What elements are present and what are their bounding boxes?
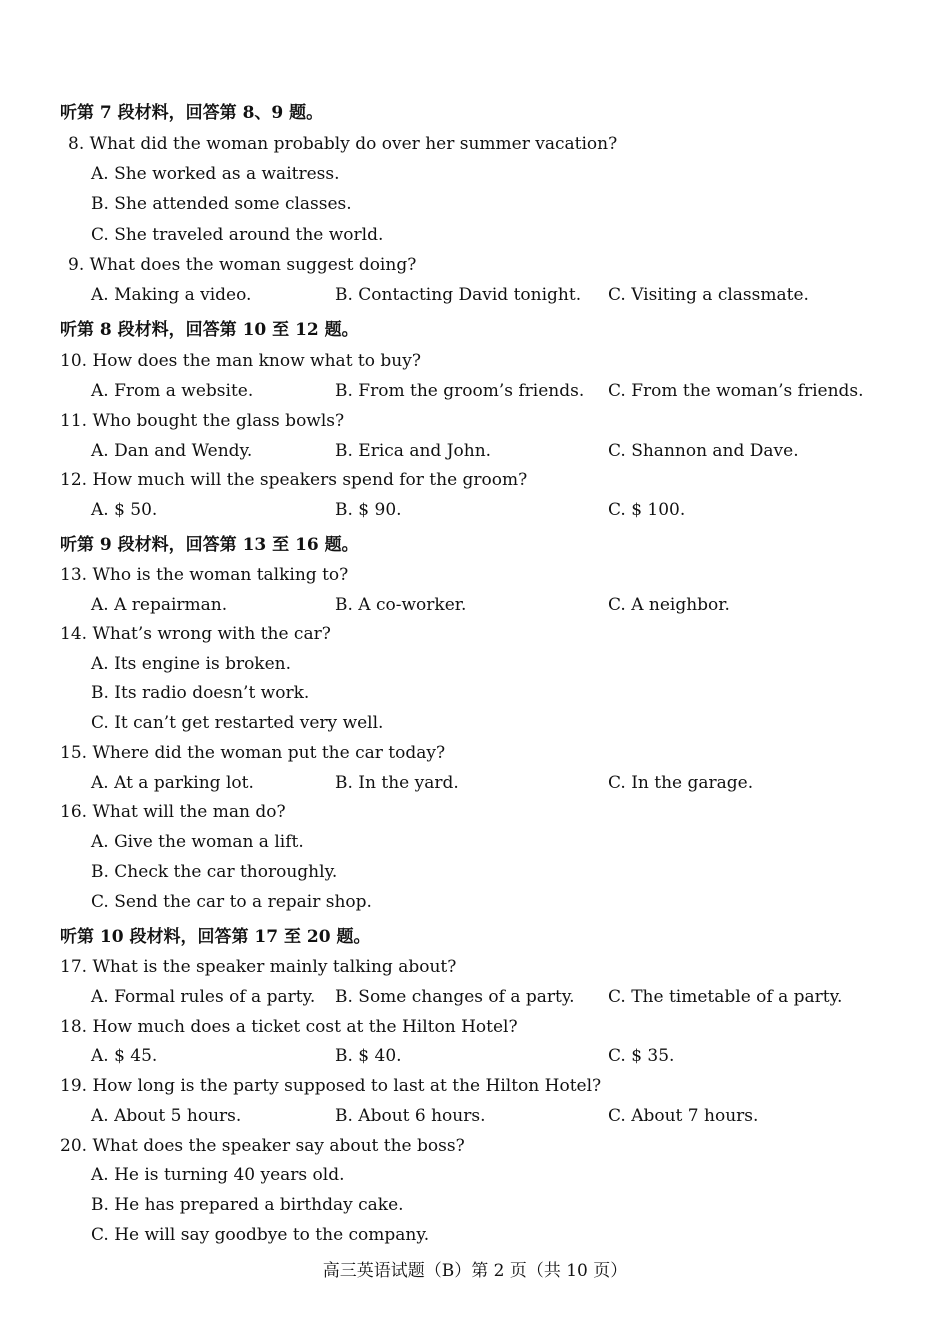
page-footer: 高三英语试题（B）第 2 页（共 10 页） bbox=[322, 1261, 628, 1281]
question-text: 18. How much does a ticket cost at the Hilton Hotel? bbox=[60, 1017, 518, 1037]
question-text: 17. What is the speaker mainly talking about? bbox=[60, 957, 457, 977]
option-b: B. She attended some classes. bbox=[91, 194, 352, 214]
section-heading: 听第 9 段材料，回答第 13 至 16 题。 bbox=[60, 535, 359, 555]
question-text: 9. What does the woman suggest doing? bbox=[68, 255, 417, 275]
option-b: B. About 6 hours. bbox=[335, 1106, 486, 1126]
option-a: A. Formal rules of a party. bbox=[91, 987, 316, 1007]
option-b: B. From the groom’s friends. bbox=[335, 381, 585, 401]
option-a: A. $ 50. bbox=[91, 500, 158, 520]
question-text: 8. What did the woman probably do over her summer vacation? bbox=[68, 134, 618, 154]
option-c: C. She traveled around the world. bbox=[91, 225, 384, 245]
question-text: 12. How much will the speakers spend for the groom? bbox=[60, 470, 528, 490]
question-text: 14. What’s wrong with the car? bbox=[60, 624, 331, 644]
option-c: C. Shannon and Dave. bbox=[608, 441, 799, 461]
option-a: A. About 5 hours. bbox=[91, 1106, 242, 1126]
question-text: 10. How does the man know what to buy? bbox=[60, 351, 421, 371]
option-a: A. Making a video. bbox=[91, 285, 252, 305]
option-a: A. $ 45. bbox=[91, 1046, 158, 1066]
option-a: A. From a website. bbox=[91, 381, 254, 401]
option-b: B. $ 40. bbox=[335, 1046, 402, 1066]
option-a: A. A repairman. bbox=[91, 595, 228, 615]
option-c: C. From the woman’s friends. bbox=[608, 381, 864, 401]
question-text: 19. How long is the party supposed to last at the Hilton Hotel? bbox=[60, 1076, 602, 1096]
option-b: B. Some changes of a party. bbox=[335, 987, 575, 1007]
option-a: A. Dan and Wendy. bbox=[91, 441, 253, 461]
option-c: C. In the garage. bbox=[608, 773, 754, 793]
option-a: A. She worked as a waitress. bbox=[91, 164, 340, 184]
question-text: 13. Who is the woman talking to? bbox=[60, 565, 349, 585]
section-heading: 听第 8 段材料，回答第 10 至 12 题。 bbox=[60, 320, 359, 340]
option-c: C. It can’t get restarted very well. bbox=[91, 713, 384, 733]
option-b: B. $ 90. bbox=[335, 500, 402, 520]
option-b: B. Erica and John. bbox=[335, 441, 492, 461]
question-text: 15. Where did the woman put the car today? bbox=[60, 743, 446, 763]
option-c: C. $ 100. bbox=[608, 500, 686, 520]
question-text: 20. What does the speaker say about the boss? bbox=[60, 1136, 465, 1156]
option-b: B. Its radio doesn’t work. bbox=[91, 683, 310, 703]
option-a: A. He is turning 40 years old. bbox=[91, 1165, 345, 1185]
option-c: C. $ 35. bbox=[608, 1046, 675, 1066]
section-heading: 听第 7 段材料，回答第 8、9 题。 bbox=[60, 103, 324, 123]
question-text: 11. Who bought the glass bowls? bbox=[60, 411, 345, 431]
option-b: B. Check the car thoroughly. bbox=[91, 862, 338, 882]
option-b: B. A co-worker. bbox=[335, 595, 467, 615]
option-b: B. Contacting David tonight. bbox=[335, 285, 582, 305]
option-c: C. He will say goodbye to the company. bbox=[91, 1225, 430, 1245]
option-c: C. Visiting a classmate. bbox=[608, 285, 809, 305]
option-a: A. Give the woman a lift. bbox=[91, 832, 304, 852]
option-c: C. The timetable of a party. bbox=[608, 987, 843, 1007]
question-text: 16. What will the man do? bbox=[60, 802, 286, 822]
section-heading: 听第 10 段材料，回答第 17 至 20 题。 bbox=[60, 927, 371, 947]
option-b: B. He has prepared a birthday cake. bbox=[91, 1195, 404, 1215]
option-c: C. A neighbor. bbox=[608, 595, 730, 615]
option-b: B. In the yard. bbox=[335, 773, 459, 793]
option-a: A. Its engine is broken. bbox=[91, 654, 292, 674]
option-c: C. About 7 hours. bbox=[608, 1106, 759, 1126]
option-c: C. Send the car to a repair shop. bbox=[91, 892, 372, 912]
option-a: A. At a parking lot. bbox=[91, 773, 254, 793]
